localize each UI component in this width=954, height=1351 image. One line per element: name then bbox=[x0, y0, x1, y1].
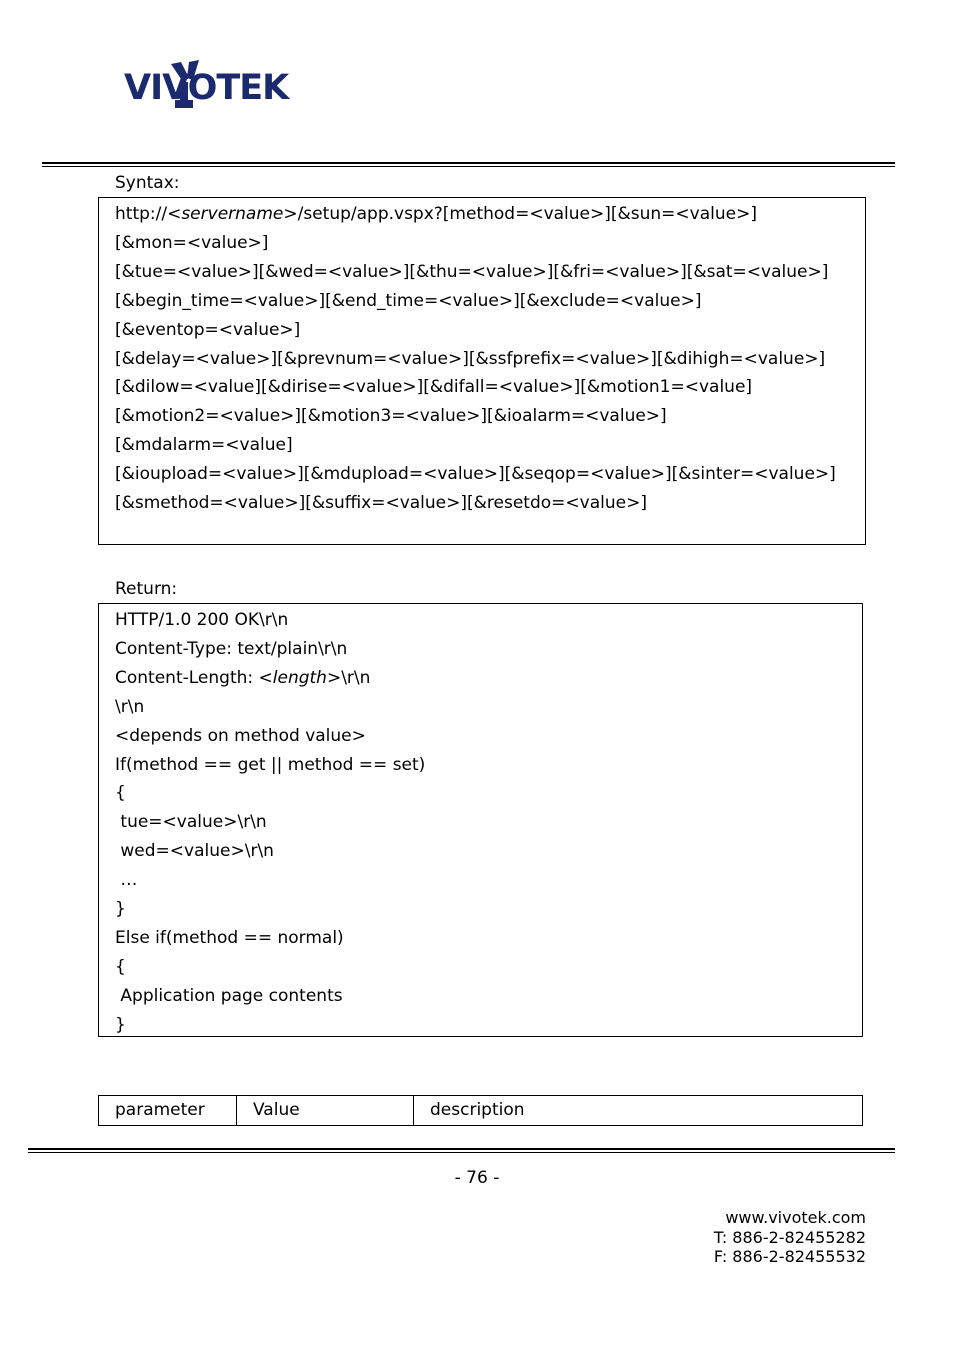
logo-text: VIVOTEK bbox=[124, 68, 289, 108]
return-line: } bbox=[115, 899, 126, 919]
syntax-line: [&tue=<value>][&wed=<value>][&thu=<value>][&fri=<value>][&sat=<value>] bbox=[115, 261, 829, 282]
return-line: Content-Type: text/plain\r\n bbox=[115, 638, 348, 659]
syntax-line: [&motion2=<value>][&motion3=<value>][&ioalarm=<value>] bbox=[115, 406, 667, 427]
return-line: HTTP/1.0 200 OK\r\n bbox=[115, 610, 289, 630]
return-line: <depends on method value> bbox=[115, 725, 366, 746]
return-label: Return: bbox=[115, 579, 178, 599]
contact-info bbox=[714, 1208, 866, 1267]
syntax-line: [&delay=<value>][&prevnum=<value>][&ssfprefix=<value>][&dihigh=<value>] bbox=[115, 348, 826, 369]
header-rule-top bbox=[42, 162, 895, 164]
return-line: \r\n bbox=[115, 696, 145, 717]
return-line: wed=<value>\r\n bbox=[115, 841, 274, 862]
fax-number: F: 886-2-82455532 bbox=[713, 1247, 866, 1266]
syntax-line: [&ioupload=<value>][&mdupload=<value>][&seqop=<value>][&sinter=<value>] bbox=[115, 464, 836, 485]
return-line: Content-Length: <length>\r\n bbox=[115, 667, 371, 688]
header-description: description bbox=[430, 1100, 525, 1120]
return-line: If(method == get || method == set) bbox=[115, 754, 426, 775]
phone-number: T: 886-2-82455282 bbox=[713, 1227, 866, 1247]
syntax-line: [&dilow=<value][&dirise=<value>][&difall=<value>][&motion1=<value] bbox=[115, 377, 753, 398]
parameter-table-header bbox=[98, 1095, 863, 1126]
website-link[interactable]: www.vivotek.com bbox=[725, 1208, 866, 1227]
return-box bbox=[98, 603, 863, 1037]
header-rule-bottom bbox=[42, 166, 895, 167]
return-line: Application page contents bbox=[115, 985, 343, 1006]
footer-rule-top bbox=[28, 1148, 895, 1150]
syntax-label: Syntax: bbox=[115, 173, 180, 193]
return-line: … bbox=[115, 870, 138, 891]
syntax-line: [&eventop=<value>] bbox=[115, 319, 301, 340]
syntax-line: [&mdalarm=<value] bbox=[115, 435, 293, 456]
vivotek-logo bbox=[84, 60, 294, 112]
return-line: } bbox=[115, 1014, 126, 1035]
syntax-box bbox=[98, 197, 866, 545]
page-number: - 76 - bbox=[454, 1168, 500, 1188]
header-value: Value bbox=[237, 1096, 414, 1125]
return-line: { bbox=[115, 956, 126, 977]
return-line: Else if(method == normal) bbox=[115, 927, 344, 948]
syntax-line: [&begin_time=<value>][&end_time=<value>][&exclude=<value>] bbox=[115, 290, 702, 311]
syntax-line: http://<servername>/setup/app.vspx?[method=<value>][&sun=<value>] bbox=[115, 204, 757, 224]
syntax-line: [&mon=<value>] bbox=[115, 232, 269, 253]
syntax-line: [&smethod=<value>][&suffix=<value>][&resetdo=<value>] bbox=[115, 493, 647, 513]
footer-rule-bottom bbox=[28, 1152, 895, 1153]
header-parameter: parameter bbox=[99, 1096, 237, 1125]
return-line: { bbox=[115, 783, 126, 804]
return-line: tue=<value>\r\n bbox=[115, 812, 267, 833]
